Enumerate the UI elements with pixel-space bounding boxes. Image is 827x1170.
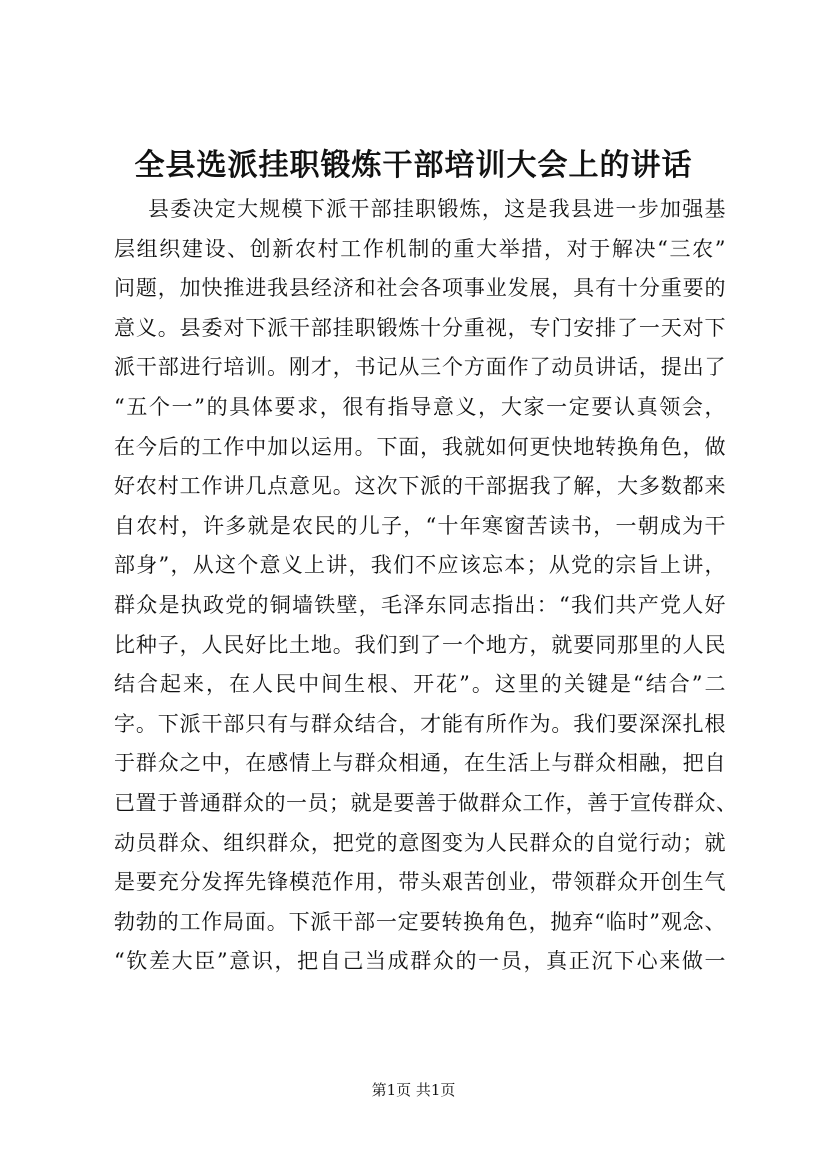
paragraph-line: 动员群众、组织群众，把党的意图变为人民群众的自觉行动；就 [114, 830, 726, 855]
paragraph-line: 部身”，从这个意义上讲，我们不应该忘本；从党的宗旨上讲， [114, 553, 726, 578]
paragraph-line: 问题，加快推进我县经济和社会各项事业发展，具有十分重要的 [114, 276, 726, 301]
paragraph-line: “钦差大臣”意识，把自己当成群众的一员，真正沉下心来做一 [114, 949, 726, 974]
paragraph-line: 自农村，许多就是农民的儿子，“十年寒窗苦读书，一朝成为干 [114, 513, 726, 538]
paragraph-line: 群众是执政党的铜墙铁壁，毛泽东同志指出：“我们共产党人好 [114, 592, 726, 617]
paragraph-line: 派干部进行培训。刚才，书记从三个方面作了动员讲话，提出了 [114, 355, 726, 380]
paragraph-line: 字。下派干部只有与群众结合，才能有所作为。我们要深深扎根 [114, 711, 726, 736]
paragraph-line: 好农村工作讲几点意见。这次下派的干部据我了解，大多数都来 [114, 474, 726, 499]
paragraph-line: 勃勃的工作局面。下派干部一定要转换角色，抛弃“临时”观念、 [114, 909, 726, 934]
paragraph-line: 层组织建设、创新农村工作机制的重大举措，对于解决“三农” [114, 236, 726, 261]
paragraph-line: 县委决定大规模下派干部挂职锻炼，这是我县进一步加强基 [148, 197, 726, 221]
document-title: 全县选派挂职锻炼干部培训大会上的讲话 [134, 148, 693, 183]
paragraph-line: 结合起来，在人民中间生根、开花”。这里的关键是“结合”二 [114, 672, 726, 697]
page-number-footer: 第1页 共1页 [371, 1081, 456, 1099]
paragraph-line: 是要充分发挥先锋模范作用，带头艰苦创业，带领群众开创生气 [114, 870, 726, 895]
paragraph-line: 意义。县委对下派干部挂职锻炼十分重视，专门安排了一天对下 [114, 315, 726, 340]
body-paragraph [114, 190, 738, 982]
paragraph-line: “五个一”的具体要求，很有指导意义，大家一定要认真领会， [114, 394, 726, 419]
paragraph-line: 于群众之中，在感情上与群众相通，在生活上与群众相融，把自 [114, 751, 726, 776]
paragraph-line: 已置于普通群众的一员；就是要善于做群众工作，善于宣传群众、 [114, 790, 738, 815]
paragraph-line: 比种子，人民好比土地。我们到了一个地方，就要同那里的人民 [114, 632, 726, 657]
paragraph-line: 在今后的工作中加以运用。下面，我就如何更快地转换角色，做 [114, 434, 726, 459]
